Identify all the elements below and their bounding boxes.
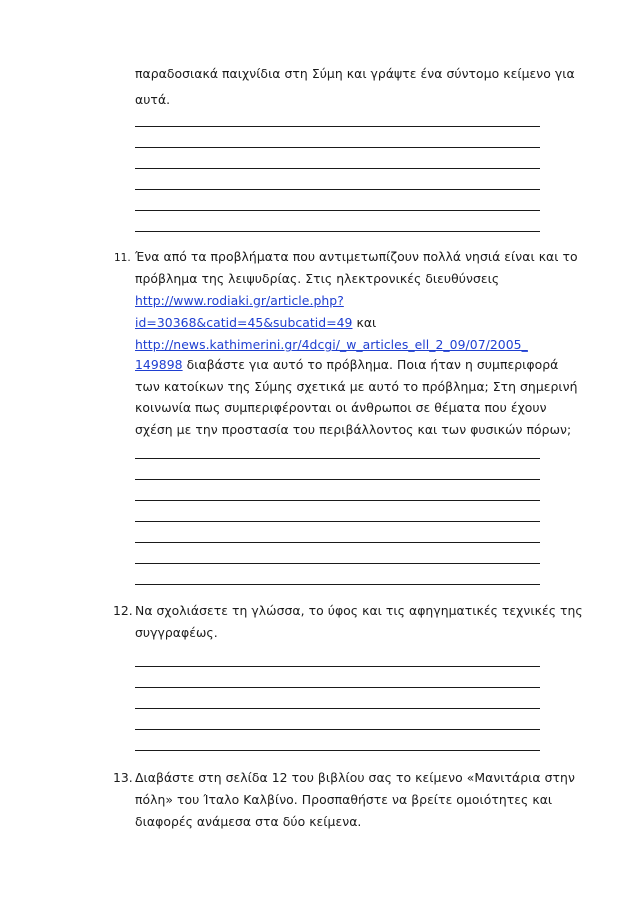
q11-line-6: των κατοίκων της Σύμης σχετικά με αυτό το πρόβλημα; Στη σημερινή — [135, 379, 578, 394]
answer-line[interactable] — [135, 458, 540, 459]
q12-line-1: Να σχολιάσετε τη γλώσσα, το ύφος και τις αφηγηματικές τεχνικές της — [135, 603, 583, 618]
rodiaki-link-part-2[interactable]: id=30368&catid=45&subcatid=49 — [135, 315, 353, 330]
connector-text: και — [352, 315, 377, 330]
q11-link-1-cont-line — [135, 315, 376, 331]
q11-line-5 — [135, 357, 558, 373]
question-number-11: 11. — [114, 252, 131, 264]
answer-line[interactable] — [135, 687, 540, 688]
q11-line-5-text: διαβάστε για αυτό το πρόβλημα. Ποια ήταν η συμπεριφορά — [182, 357, 559, 372]
answer-line[interactable] — [135, 168, 540, 169]
answer-line[interactable] — [135, 563, 540, 564]
answer-line[interactable] — [135, 584, 540, 585]
q13-line-3: διαφορές ανάμεσα στα δύο κείμενα. — [135, 814, 362, 829]
question-number-13: 13. — [113, 770, 133, 785]
q11-line-7: κοινωνία πως συμπεριφέρονται οι άνθρωποι σε θέματα που έχουν — [135, 400, 547, 415]
q11-link-1-line — [135, 293, 344, 309]
answer-line[interactable] — [135, 126, 540, 127]
intro-line-2: αυτά. — [135, 92, 171, 107]
answer-line[interactable] — [135, 231, 540, 232]
answer-line[interactable] — [135, 729, 540, 730]
answer-line[interactable] — [135, 210, 540, 211]
q13-line-1: Διαβάστε στη σελίδα 12 του βιβλίου σας το κείμενο «Μανιτάρια στην — [135, 770, 575, 785]
answer-line[interactable] — [135, 479, 540, 480]
answer-line[interactable] — [135, 189, 540, 190]
q11-link-2-line — [135, 337, 528, 353]
kathimerini-link-part-2[interactable]: 149898 — [135, 357, 183, 372]
answer-line[interactable] — [135, 147, 540, 148]
answer-line[interactable] — [135, 500, 540, 501]
q13-line-2: πόλη» του Ίταλο Καλβίνο. Προσπαθήστε να βρείτε ομοιότητες και — [135, 792, 553, 807]
intro-line-1: παραδοσιακά παιχνίδια στη Σύμη και γράψτε ένα σύντομο κείμενο για — [135, 66, 575, 81]
q11-line-1: Ένα από τα προβλήματα που αντιμετωπίζουν πολλά νησιά είναι και το — [135, 249, 578, 264]
q11-line-8: σχέση με την προστασία του περιβάλλοντος και των φυσικών πόρων; — [135, 422, 572, 437]
question-number-12: 12. — [113, 603, 133, 618]
q11-line-2: πρόβλημα της λειψυδρίας. Στις ηλεκτρονικές διευθύνσεις — [135, 271, 500, 286]
answer-line[interactable] — [135, 542, 540, 543]
rodiaki-link-part-1[interactable]: http://www.rodiaki.gr/article.php? — [135, 293, 344, 308]
answer-line[interactable] — [135, 750, 540, 751]
q12-line-2: συγγραφέως. — [135, 625, 218, 640]
answer-line[interactable] — [135, 708, 540, 709]
kathimerini-link-part-1[interactable]: http://news.kathimerini.gr/4dcgi/_w_articles_ell_2_09/07/2005_ — [135, 337, 528, 352]
answer-line[interactable] — [135, 521, 540, 522]
answer-line[interactable] — [135, 666, 540, 667]
